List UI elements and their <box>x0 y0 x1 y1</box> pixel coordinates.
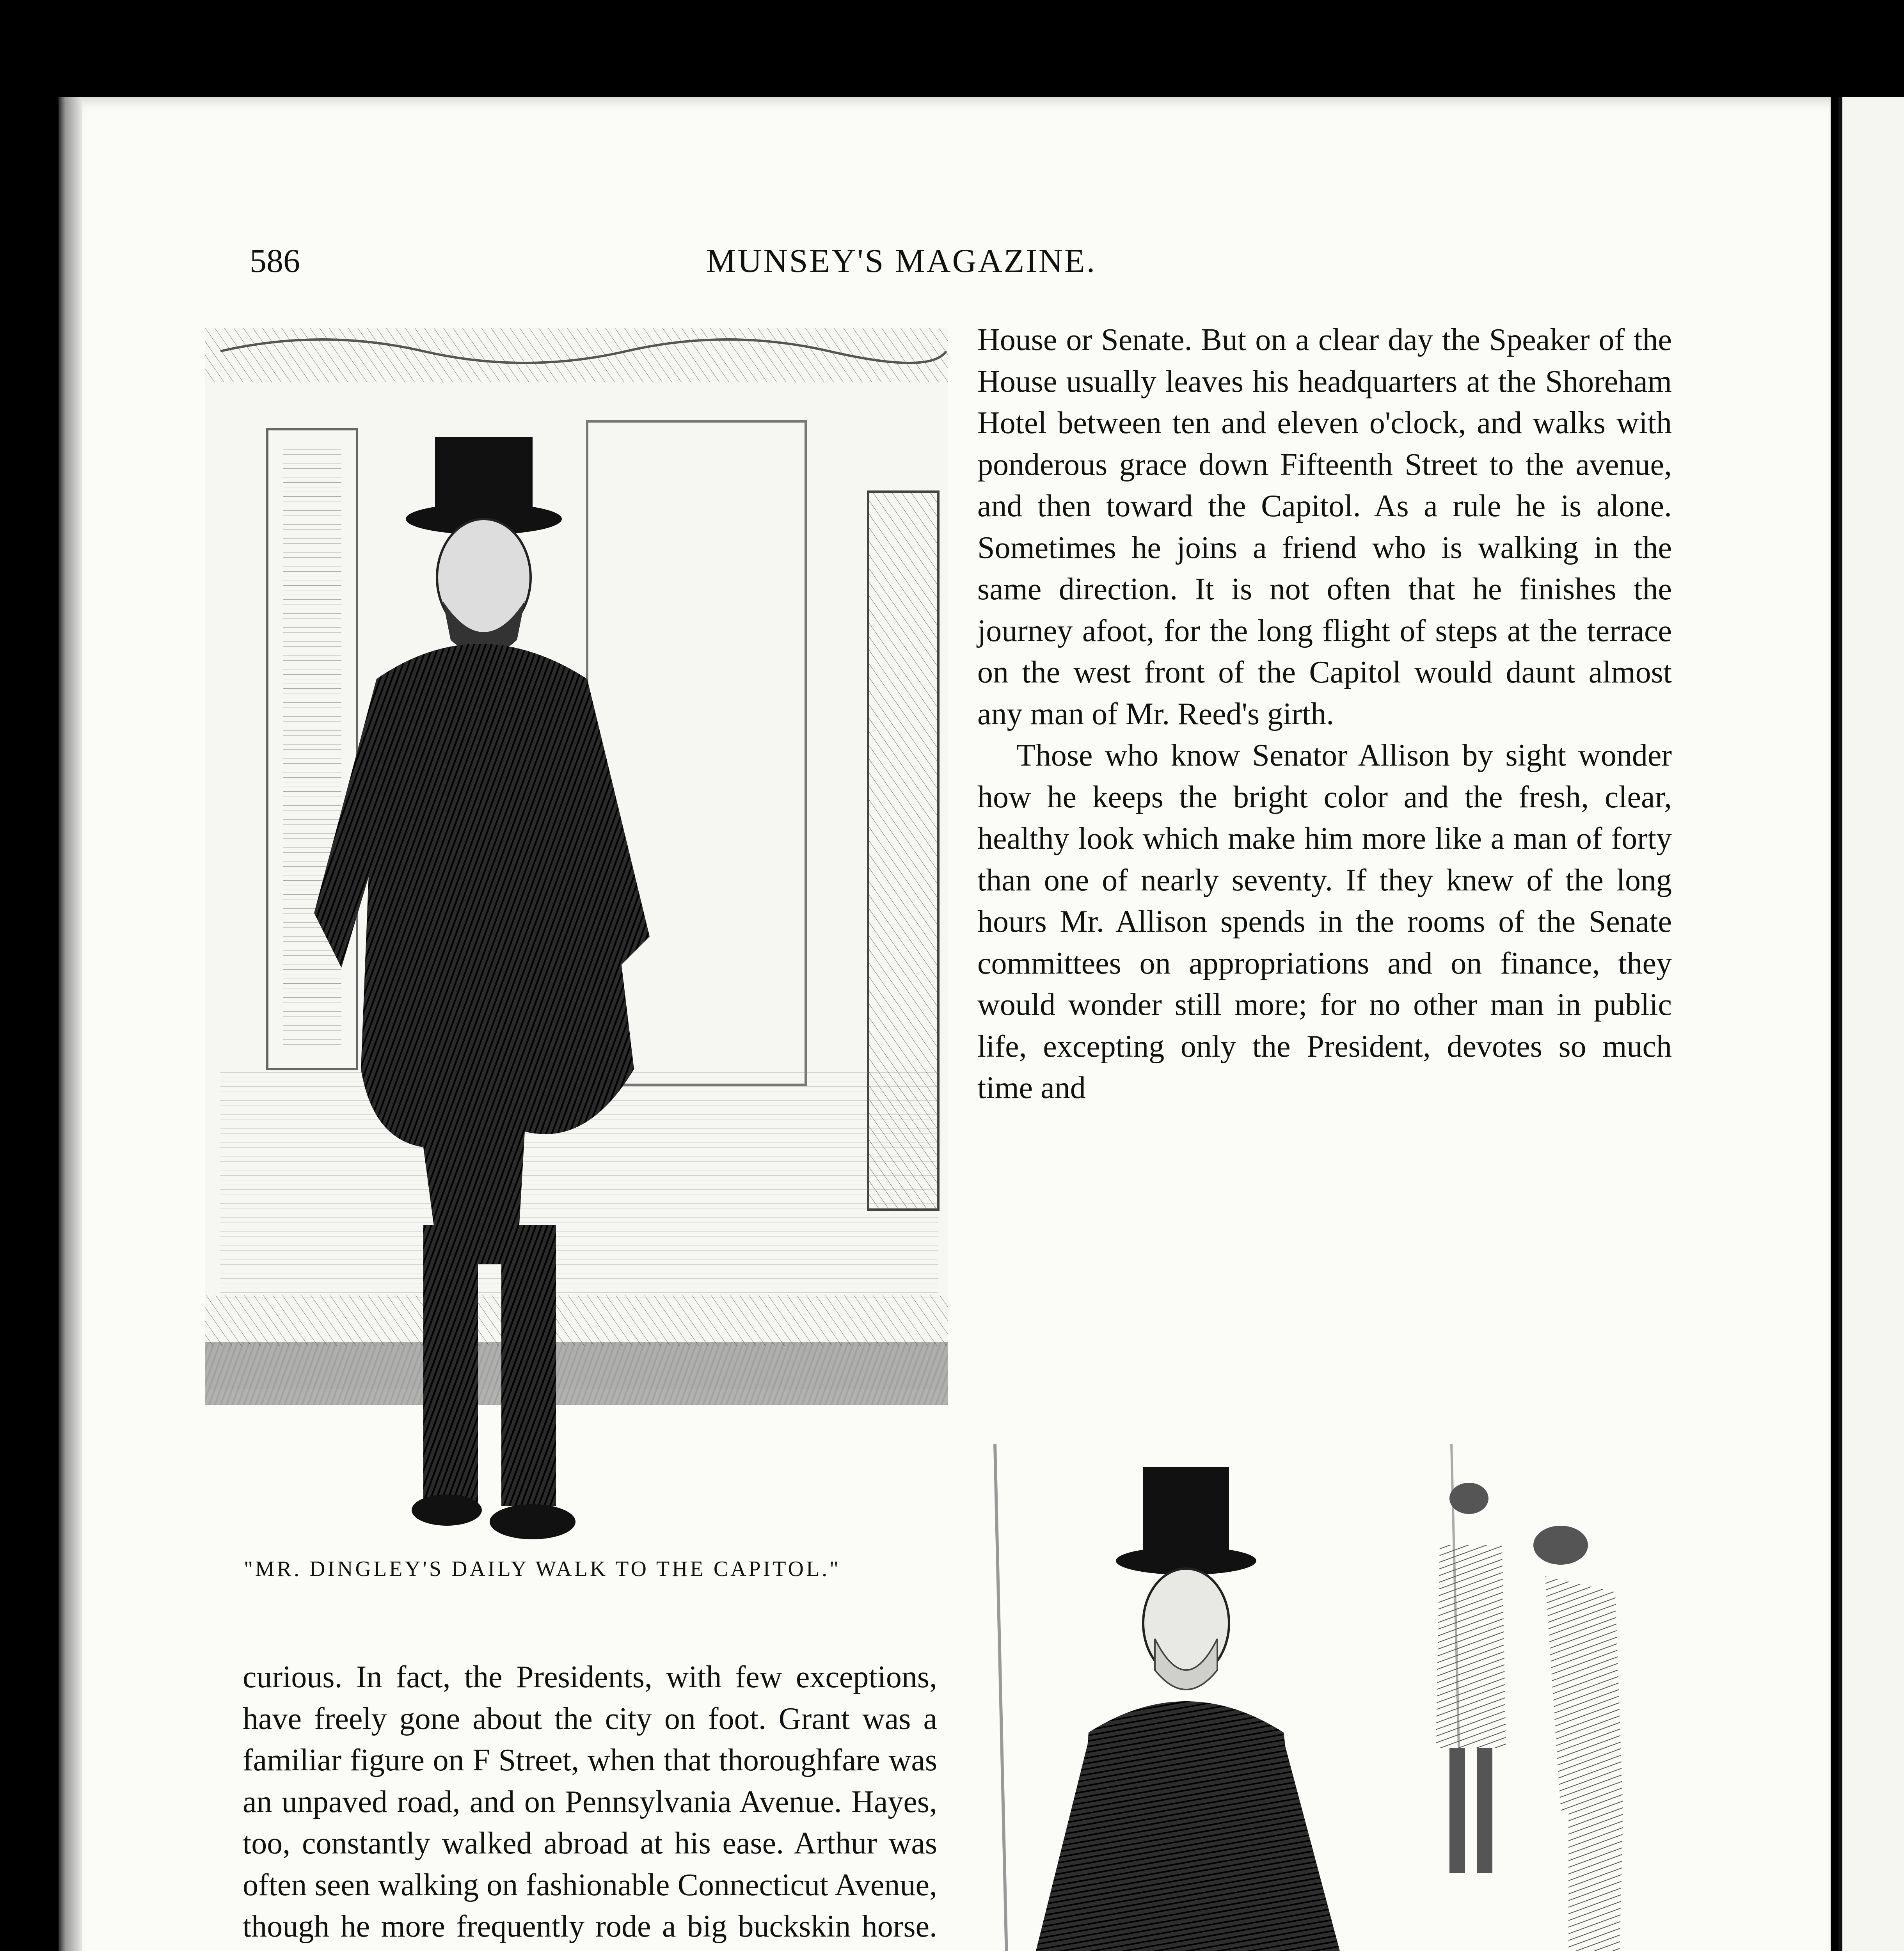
illustration-shiras-walking <box>952 1420 1732 1951</box>
page-number: 586 <box>250 242 300 279</box>
paragraph: Those who know Senator Allison by sight wonder how he keeps the bright color and the fresh, clear, healthy look which make him more like a man of forty than one of nearly seventy. If they knew of the long hours Mr. Allison spends in the rooms of the Senate committees on appropriations and on finance, they would wonder still more; for no other man in public life, excepting only the President, devotes so much time and <box>977 738 1672 1105</box>
page-edge-shadow <box>59 97 82 1951</box>
paragraph: curious. In fact, the Presidents, with few exceptions, have freely gone about the city on foot. Grant was a familiar figure on F Street, when that thoroughfare was an unpaved road, and on Pennsylvania Avenue. Hayes, too, constantly walked abroad at his ease. Arthur was often seen walking on fashionable Connecticut Avenue, though he more frequently rode a big buckskin horse. <box>243 1660 937 1944</box>
right-text-column <box>977 319 1672 1109</box>
illustration-caption: "MR. DINGLEY'S DAILY WALK TO THE CAPITOL." <box>243 1557 841 1581</box>
running-title: MUNSEY'S MAGAZINE. <box>706 242 1097 279</box>
left-text-column <box>243 1656 937 1951</box>
illustration-dingley-walking <box>205 328 948 1561</box>
facing-page-edge <box>1838 97 1904 1951</box>
paragraph: House or Senate. But on a clear day the Speaker of the House usually leaves his headquarters at the Shoreham Hotel between ten and eleven o'clock, and walks with ponderous grace down Fifteenth Street to the avenue, and then toward the Capitol. As a rule he is alone. Sometimes he joins a friend who is walking in the same direction. It is not often that he finishes the journey afoot, for the long flight of steps at the terrace on the west front of the Capitol would daunt almost any man of Mr. Reed's girth. <box>977 323 1672 731</box>
